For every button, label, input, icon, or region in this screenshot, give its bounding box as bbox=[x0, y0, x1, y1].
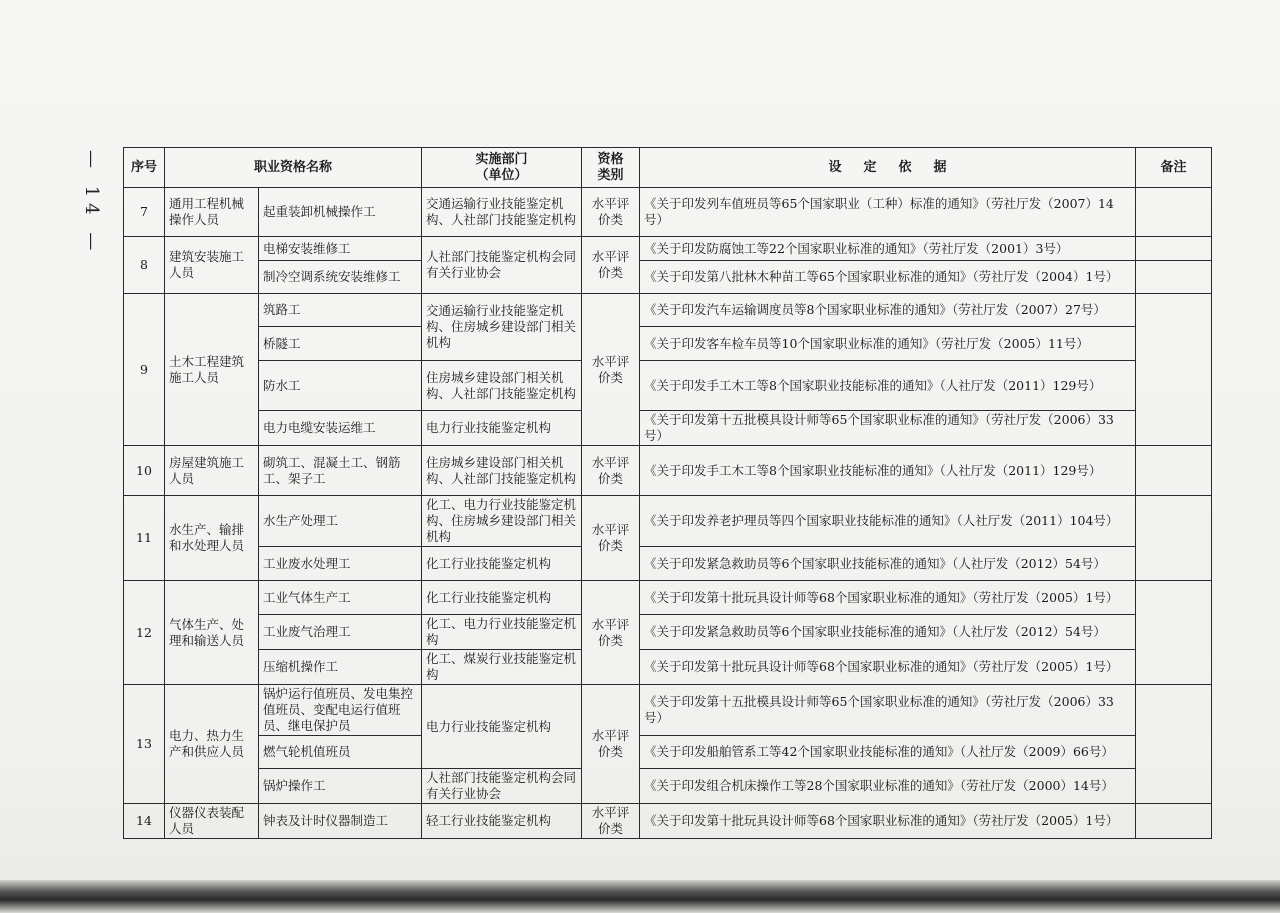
seq-cell: 10 bbox=[124, 446, 165, 496]
job-cell: 工业废水处理工 bbox=[259, 547, 422, 581]
header-name: 职业资格名称 bbox=[165, 148, 422, 188]
basis-cell: 《关于印发第十批玩具设计师等68个国家职业标准的通知》（劳社厅发（2005）1号） bbox=[640, 650, 1136, 685]
group-cell: 气体生产、处理和输送人员 bbox=[165, 581, 259, 685]
basis-cell: 《关于印发第十批玩具设计师等68个国家职业标准的通知》（劳社厅发（2005）1号） bbox=[640, 581, 1136, 615]
table-row bbox=[124, 615, 1212, 650]
header-remark: 备注 bbox=[1136, 148, 1212, 188]
basis-cell: 《关于印发手工木工等8个国家职业技能标准的通知》（人社厅发（2011）129号） bbox=[640, 361, 1136, 411]
table-row bbox=[124, 294, 1212, 327]
remark-cell bbox=[1136, 294, 1212, 446]
table-row bbox=[124, 581, 1212, 615]
group-cell: 仪器仪表装配人员 bbox=[165, 804, 259, 839]
dept-cell: 交通运输行业技能鉴定机构、住房城乡建设部门相关机构 bbox=[422, 294, 582, 361]
remark-cell bbox=[1136, 237, 1212, 261]
dept-cell: 电力行业技能鉴定机构 bbox=[422, 685, 582, 769]
job-cell: 锅炉运行值班员、发电集控值班员、变配电运行值班员、继电保护员 bbox=[259, 685, 422, 736]
seq-cell: 7 bbox=[124, 188, 165, 237]
scan-bottom-edge bbox=[0, 880, 1280, 913]
remark-cell bbox=[1136, 496, 1212, 581]
job-cell: 制冷空调系统安装维修工 bbox=[259, 261, 422, 294]
job-cell: 钟表及计时仪器制造工 bbox=[259, 804, 422, 839]
remark-cell bbox=[1136, 446, 1212, 496]
job-cell: 工业废气治理工 bbox=[259, 615, 422, 650]
job-cell: 起重装卸机械操作工 bbox=[259, 188, 422, 237]
table-header-row bbox=[124, 148, 1212, 188]
job-cell: 电梯安装维修工 bbox=[259, 237, 422, 261]
page-number: — 14 — bbox=[81, 150, 102, 257]
table-row bbox=[124, 769, 1212, 804]
table-row bbox=[124, 237, 1212, 261]
category-cell: 水平评价类 bbox=[582, 581, 640, 685]
job-cell: 水生产处理工 bbox=[259, 496, 422, 547]
table-row bbox=[124, 804, 1212, 839]
group-cell: 房屋建筑施工人员 bbox=[165, 446, 259, 496]
basis-cell: 《关于印发汽车运输调度员等8个国家职业标准的通知》（劳社厅发（2007）27号） bbox=[640, 294, 1136, 327]
seq-cell: 11 bbox=[124, 496, 165, 581]
group-cell: 通用工程机械操作人员 bbox=[165, 188, 259, 237]
basis-cell: 《关于印发船舶管系工等42个国家职业技能标准的通知》（人社厅发（2009）66号） bbox=[640, 736, 1136, 769]
table-row bbox=[124, 650, 1212, 685]
table-row bbox=[124, 261, 1212, 294]
remark-cell bbox=[1136, 804, 1212, 839]
seq-cell: 8 bbox=[124, 237, 165, 294]
seq-cell: 13 bbox=[124, 685, 165, 804]
basis-cell: 《关于印发防腐蚀工等22个国家职业标准的通知》（劳社厅发（2001）3号） bbox=[640, 237, 1136, 261]
job-cell: 锅炉操作工 bbox=[259, 769, 422, 804]
table-row bbox=[124, 188, 1212, 237]
basis-cell: 《关于印发手工木工等8个国家职业技能标准的通知》（人社厅发（2011）129号） bbox=[640, 446, 1136, 496]
group-cell: 电力、热力生产和供应人员 bbox=[165, 685, 259, 804]
dept-cell: 住房城乡建设部门相关机构、人社部门技能鉴定机构 bbox=[422, 361, 582, 411]
basis-cell: 《关于印发第十五批模具设计师等65个国家职业标准的通知》（劳社厅发（2006）33号） bbox=[640, 685, 1136, 736]
dept-cell: 交通运输行业技能鉴定机构、人社部门技能鉴定机构 bbox=[422, 188, 582, 237]
table-row bbox=[124, 736, 1212, 769]
seq-cell: 9 bbox=[124, 294, 165, 446]
job-cell: 桥隧工 bbox=[259, 327, 422, 361]
basis-cell: 《关于印发养老护理员等四个国家职业技能标准的通知》（人社厅发（2011）104号） bbox=[640, 496, 1136, 547]
seq-cell: 12 bbox=[124, 581, 165, 685]
dept-cell: 住房城乡建设部门相关机构、人社部门技能鉴定机构 bbox=[422, 446, 582, 496]
job-cell: 筑路工 bbox=[259, 294, 422, 327]
job-cell: 工业气体生产工 bbox=[259, 581, 422, 615]
group-cell: 水生产、输排和水处理人员 bbox=[165, 496, 259, 581]
table-row bbox=[124, 446, 1212, 496]
basis-cell: 《关于印发紧急救助员等6个国家职业技能标准的通知》（人社厅发（2012）54号） bbox=[640, 615, 1136, 650]
header-basis: 设 定 依 据 bbox=[640, 148, 1136, 188]
remark-cell bbox=[1136, 581, 1212, 685]
remark-cell bbox=[1136, 188, 1212, 237]
category-cell: 水平评价类 bbox=[582, 685, 640, 804]
dept-cell: 人社部门技能鉴定机构会同有关行业协会 bbox=[422, 769, 582, 804]
dept-cell: 化工、电力行业技能鉴定机构、住房城乡建设部门相关机构 bbox=[422, 496, 582, 547]
group-cell: 建筑安装施工人员 bbox=[165, 237, 259, 294]
dept-cell: 化工行业技能鉴定机构 bbox=[422, 547, 582, 581]
job-cell: 压缩机操作工 bbox=[259, 650, 422, 685]
qualification-table bbox=[123, 147, 1212, 839]
job-cell: 燃气轮机值班员 bbox=[259, 736, 422, 769]
basis-cell: 《关于印发第十五批模具设计师等65个国家职业标准的通知》（劳社厅发（2006）33号） bbox=[640, 411, 1136, 446]
job-cell: 防水工 bbox=[259, 361, 422, 411]
job-cell: 砌筑工、混凝土工、钢筋工、架子工 bbox=[259, 446, 422, 496]
basis-cell: 《关于印发第十批玩具设计师等68个国家职业标准的通知》（劳社厅发（2005）1号） bbox=[640, 804, 1136, 839]
table-row bbox=[124, 685, 1212, 736]
table-row bbox=[124, 327, 1212, 361]
category-cell: 水平评价类 bbox=[582, 237, 640, 294]
remark-cell bbox=[1136, 261, 1212, 294]
header-dept: 实施部门 （单位） bbox=[422, 148, 582, 188]
basis-cell: 《关于印发组合机床操作工等28个国家职业标准的通知》（劳社厅发（2000）14号） bbox=[640, 769, 1136, 804]
basis-cell: 《关于印发紧急救助员等6个国家职业技能标准的通知》（人社厅发（2012）54号） bbox=[640, 547, 1136, 581]
dept-cell: 化工行业技能鉴定机构 bbox=[422, 581, 582, 615]
dept-cell: 化工、电力行业技能鉴定机构 bbox=[422, 615, 582, 650]
table-row bbox=[124, 361, 1212, 411]
table-row bbox=[124, 496, 1212, 547]
dept-cell: 化工、煤炭行业技能鉴定机构 bbox=[422, 650, 582, 685]
group-cell: 土木工程建筑施工人员 bbox=[165, 294, 259, 446]
table-row bbox=[124, 547, 1212, 581]
category-cell: 水平评价类 bbox=[582, 294, 640, 446]
table-row bbox=[124, 411, 1212, 446]
dept-cell: 轻工行业技能鉴定机构 bbox=[422, 804, 582, 839]
category-cell: 水平评价类 bbox=[582, 446, 640, 496]
dept-cell: 电力行业技能鉴定机构 bbox=[422, 411, 582, 446]
category-cell: 水平评价类 bbox=[582, 804, 640, 839]
basis-cell: 《关于印发列车值班员等65个国家职业（工种）标准的通知》（劳社厅发（2007）14号） bbox=[640, 188, 1136, 237]
basis-cell: 《关于印发第八批林木种苗工等65个国家职业标准的通知》（劳社厅发（2004）1号） bbox=[640, 261, 1136, 294]
header-category: 资格 类别 bbox=[582, 148, 640, 188]
header-seq: 序号 bbox=[124, 148, 165, 188]
category-cell: 水平评价类 bbox=[582, 496, 640, 581]
job-cell: 电力电缆安装运维工 bbox=[259, 411, 422, 446]
category-cell: 水平评价类 bbox=[582, 188, 640, 237]
seq-cell: 14 bbox=[124, 804, 165, 839]
basis-cell: 《关于印发客车检车员等10个国家职业标准的通知》（劳社厅发（2005）11号） bbox=[640, 327, 1136, 361]
dept-cell: 人社部门技能鉴定机构会同有关行业协会 bbox=[422, 237, 582, 294]
remark-cell bbox=[1136, 685, 1212, 804]
